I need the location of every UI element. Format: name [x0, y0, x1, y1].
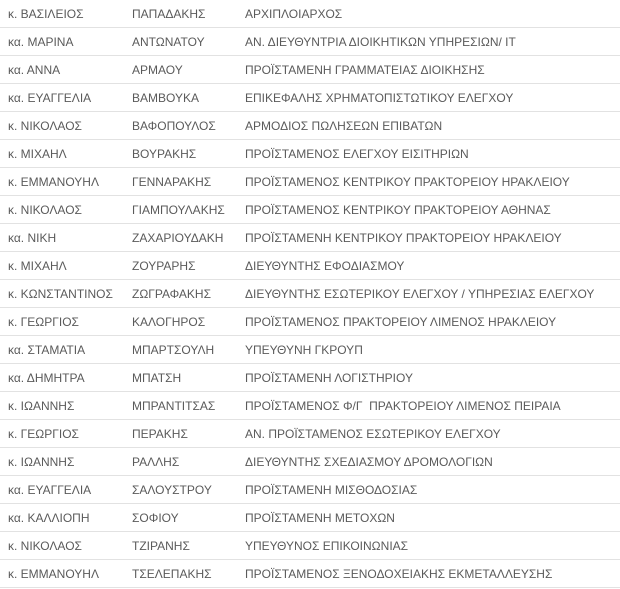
table-row: [0, 112, 620, 140]
position-cell: ΠΡΟΪΣΤΑΜΕΝΗ ΛΟΓΙΣΤΗΡΙΟΥ: [245, 371, 413, 385]
first-name-cell: κ. ΓΕΩΡΓΙΟΣ: [8, 427, 79, 441]
table-row: [0, 420, 620, 448]
position-cell: ΠΡΟΪΣΤΑΜΕΝΟΣ ΚΕΝΤΡΙΚΟΥ ΠΡΑΚΤΟΡΕΙΟΥ ΗΡΑΚΛΕΙΟΥ: [245, 175, 570, 189]
last-name-cell: ΤΖΙΡΑΝΗΣ: [132, 539, 190, 553]
position-cell: ΑΡΜΟΔΙΟΣ ΠΩΛΗΣΕΩΝ ΕΠΙΒΑΤΩΝ: [245, 119, 443, 133]
position-cell: ΠΡΟΪΣΤΑΜΕΝΟΣ ΚΕΝΤΡΙΚΟΥ ΠΡΑΚΤΟΡΕΙΟΥ ΑΘΗΝΑΣ: [245, 203, 551, 217]
first-name-cell: κ. ΙΩΑΝΝΗΣ: [8, 399, 75, 413]
position-cell: ΠΡΟΪΣΤΑΜΕΝΟΣ Φ/Γ ΠΡΑΚΤΟΡΕΙΟΥ ΛΙΜΕΝΟΣ ΠΕΙΡΑΙΑ: [245, 399, 561, 413]
first-name-cell: κ. ΚΩΝΣΤΑΝΤΙΝΟΣ: [8, 287, 113, 301]
table-row: [0, 84, 620, 112]
position-cell: ΕΠΙΚΕΦΑΛΗΣ ΧΡΗΜΑΤΟΠΙΣΤΩΤΙΚΟΥ ΕΛΕΓΧΟΥ: [245, 91, 514, 105]
last-name-cell: ΑΡΜΑΟΥ: [132, 63, 183, 77]
last-name-cell: ΤΣΕΛΕΠΑΚΗΣ: [132, 567, 212, 581]
last-name-cell: ΡΑΛΛΗΣ: [132, 455, 180, 469]
last-name-cell: ΒΑΜΒΟΥΚΑ: [132, 91, 199, 105]
position-cell: ΑΝ. ΠΡΟΪΣΤΑΜΕΝΟΣ ΕΣΩΤΕΡΙΚΟΥ ΕΛΕΓΧΟΥ: [245, 427, 501, 441]
position-cell: ΑΝ. ΔΙΕΥΘΥΝΤΡΙΑ ΔΙΟΙΚΗΤΙΚΩΝ ΥΠΗΡΕΣΙΩΝ/ IT: [245, 35, 516, 49]
first-name-cell: κ. ΒΑΣΙΛΕΙΟΣ: [8, 7, 84, 21]
first-name-cell: κ. ΙΩΑΝΝΗΣ: [8, 455, 75, 469]
table-row: [0, 196, 620, 224]
position-cell: ΔΙΕΥΘΥΝΤΗΣ ΣΧΕΔΙΑΣΜΟΥ ΔΡΟΜΟΛΟΓΙΩΝ: [245, 455, 493, 469]
first-name-cell: κα. ΕΥΑΓΓΕΛΙΑ: [8, 91, 92, 105]
last-name-cell: ΜΠΑΤΣΗ: [132, 371, 182, 385]
position-cell: ΠΡΟΪΣΤΑΜΕΝΗ ΜΕΤΟΧΩΝ: [245, 511, 395, 525]
table-row: [0, 504, 620, 532]
last-name-cell: ΚΑΛΟΓΗΡΟΣ: [132, 315, 206, 329]
table-row: [0, 224, 620, 252]
last-name-cell: ΖΟΥΡΑΡΗΣ: [132, 259, 196, 273]
position-cell: ΠΡΟΪΣΤΑΜΕΝΗ ΜΙΣΘΟΔΟΣΙΑΣ: [245, 483, 418, 497]
last-name-cell: ΠΑΠΑΔΑΚΗΣ: [132, 7, 206, 21]
last-name-cell: ΣΟΦΙΟΥ: [132, 511, 179, 525]
first-name-cell: κα. ΑΝΝΑ: [8, 63, 61, 77]
table-row: [0, 140, 620, 168]
table-row: [0, 364, 620, 392]
last-name-cell: ΓΕΝΝΑΡΑΚΗΣ: [132, 175, 212, 189]
position-cell: ΠΡΟΪΣΤΑΜΕΝΟΣ ΠΡΑΚΤΟΡΕΙΟΥ ΛΙΜΕΝΟΣ ΗΡΑΚΛΕΙΟΥ: [245, 315, 557, 329]
first-name-cell: κα. ΕΥΑΓΓΕΛΙΑ: [8, 483, 92, 497]
last-name-cell: ΜΠΑΡΤΣΟΥΛΗ: [132, 343, 215, 357]
last-name-cell: ΖΩΓΡΑΦΑΚΗΣ: [132, 287, 212, 301]
table-row: [0, 448, 620, 476]
table-row: [0, 308, 620, 336]
last-name-cell: ΒΑΦΟΠΟΥΛΟΣ: [132, 119, 216, 133]
first-name-cell: κα. ΔΗΜΗΤΡΑ: [8, 371, 85, 385]
first-name-cell: κ. ΕΜΜΑΝΟΥΗΛ: [8, 175, 99, 189]
first-name-cell: κ. ΕΜΜΑΝΟΥΗΛ: [8, 567, 99, 581]
table-row: [0, 28, 620, 56]
table-row: [0, 476, 620, 504]
first-name-cell: κ. ΝΙΚΟΛΑΟΣ: [8, 203, 82, 217]
first-name-cell: κα. ΚΑΛΛΙΟΠΗ: [8, 511, 90, 525]
first-name-cell: κ. ΜΙΧΑΗΛ: [8, 259, 67, 273]
position-cell: ΔΙΕΥΘΥΝΤΗΣ ΕΣΩΤΕΡΙΚΟΥ ΕΛΕΓΧΟΥ / ΥΠΗΡΕΣΙΑΣ ΕΛΕΓΧΟΥ: [245, 287, 595, 301]
last-name-cell: ΣΑΛΟΥΣΤΡΟΥ: [132, 483, 212, 497]
position-cell: ΔΙΕΥΘΥΝΤΗΣ ΕΦΟΔΙΑΣΜΟΥ: [245, 259, 405, 273]
first-name-cell: κ. ΝΙΚΟΛΑΟΣ: [8, 539, 82, 553]
table-row: [0, 168, 620, 196]
last-name-cell: ΑΝΤΩΝΑΤΟΥ: [132, 35, 205, 49]
last-name-cell: ΠΕΡΑΚΗΣ: [132, 427, 188, 441]
table-row: [0, 336, 620, 364]
position-cell: ΠΡΟΪΣΤΑΜΕΝΗ ΓΡΑΜΜΑΤΕΙΑΣ ΔΙΟΙΚΗΣΗΣ: [245, 63, 485, 77]
position-cell: ΠΡΟΪΣΤΑΜΕΝΟΣ ΕΛΕΓΧΟΥ ΕΙΣΙΤΗΡΙΩΝ: [245, 147, 469, 161]
first-name-cell: κα. ΜΑΡΙΝΑ: [8, 35, 74, 49]
table-row: [0, 532, 620, 560]
position-cell: ΠΡΟΪΣΤΑΜΕΝΗ ΚΕΝΤΡΙΚΟΥ ΠΡΑΚΤΟΡΕΙΟΥ ΗΡΑΚΛΕΙΟΥ: [245, 231, 562, 245]
last-name-cell: ΒΟΥΡΑΚΗΣ: [132, 147, 197, 161]
position-cell: ΠΡΟΪΣΤΑΜΕΝΟΣ ΞΕΝΟΔΟΧΕΙΑΚΗΣ ΕΚΜΕΤΑΛΛΕΥΣΗΣ: [245, 567, 553, 581]
table-row: [0, 252, 620, 280]
last-name-cell: ΜΠΡΑΝΤΙΤΣΑΣ: [132, 399, 216, 413]
last-name-cell: ΓΙΑΜΠΟΥΛΑΚΗΣ: [132, 203, 225, 217]
table-row: [0, 0, 620, 28]
first-name-cell: κ. ΓΕΩΡΓΙΟΣ: [8, 315, 79, 329]
table-row: [0, 280, 620, 308]
last-name-cell: ΖΑΧΑΡΙΟΥΔΑΚΗ: [132, 231, 224, 245]
first-name-cell: κ. ΜΙΧΑΗΛ: [8, 147, 67, 161]
first-name-cell: κα. ΝΙΚΗ: [8, 231, 57, 245]
first-name-cell: κα. ΣΤΑΜΑΤΙΑ: [8, 343, 86, 357]
table-row: [0, 392, 620, 420]
table-row: [0, 56, 620, 84]
position-cell: ΥΠΕΥΘΥΝΗ ΓΚΡΟΥΠ: [245, 343, 363, 357]
table-row: [0, 560, 620, 588]
position-cell: ΥΠΕΥΘΥΝΟΣ ΕΠΙΚΟΙΝΩΝΙΑΣ: [245, 539, 409, 553]
position-cell: ΑΡΧΙΠΛΟΙΑΡΧΟΣ: [245, 7, 343, 21]
first-name-cell: κ. ΝΙΚΟΛΑΟΣ: [8, 119, 82, 133]
